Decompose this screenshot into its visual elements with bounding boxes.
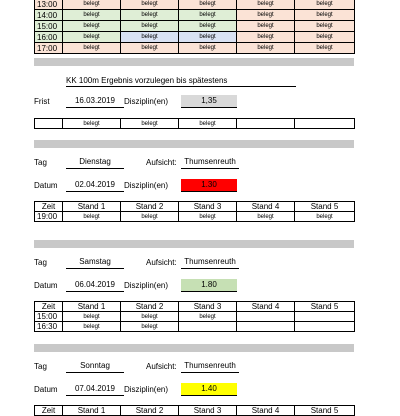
slot-cell: belegt — [121, 322, 179, 332]
stand-header: Stand 2 — [121, 302, 179, 312]
disziplin-value: 1.30 — [181, 179, 237, 192]
slot-cell: belegt — [237, 0, 295, 10]
stand-header: Stand 5 — [295, 406, 355, 416]
session-table — [34, 405, 355, 416]
table-row — [35, 119, 355, 129]
slot-cell: belegt — [63, 0, 121, 10]
disziplin-value: 1.40 — [181, 383, 237, 396]
slot-cell: belegt — [295, 10, 355, 21]
stand-header: Stand 4 — [237, 302, 295, 312]
header-row — [35, 406, 355, 416]
slot-cell — [179, 322, 237, 332]
time-cell: 15:00 — [35, 21, 63, 32]
frist-label: Frist — [34, 97, 50, 106]
table-row — [35, 322, 355, 332]
stand-header: Stand 1 — [63, 202, 121, 212]
slot-cell: belegt — [179, 0, 237, 10]
top-schedule-table — [34, 0, 355, 54]
header-row — [35, 302, 355, 312]
tag-label: Tag — [34, 362, 47, 371]
slot-cell: belegt — [121, 43, 179, 54]
slot-cell: belegt — [179, 10, 237, 21]
slot-cell: belegt — [121, 32, 179, 43]
kk-disziplin-label: Disziplin(en) — [124, 97, 169, 106]
slot-cell: belegt — [179, 43, 237, 54]
aufsicht-label: Aufsicht: — [146, 258, 177, 267]
time-cell: 16:30 — [35, 322, 63, 332]
slot-cell: belegt — [237, 10, 295, 21]
zeit-header: Zeit — [35, 202, 63, 212]
disziplin-label: Disziplin(en) — [124, 181, 169, 190]
slot-cell: belegt — [121, 212, 179, 222]
slot-cell: belegt — [121, 21, 179, 32]
slot-cell: belegt — [295, 32, 355, 43]
tag-value: Samstag — [66, 256, 124, 269]
slot-cell: belegt — [63, 32, 121, 43]
slot-cell: belegt — [237, 21, 295, 32]
slot-cell — [295, 312, 355, 322]
frist-date: 16.03.2019 — [66, 95, 124, 108]
datum-label: Datum — [34, 385, 58, 394]
disziplin-label: Disziplin(en) — [124, 281, 169, 290]
session-table — [34, 301, 355, 332]
stand-header: Stand 2 — [121, 202, 179, 212]
stand-header: Stand 5 — [295, 202, 355, 212]
stand-header: Stand 2 — [121, 406, 179, 416]
section-divider — [34, 140, 354, 148]
slot-cell: belegt — [63, 43, 121, 54]
tag-label: Tag — [34, 258, 47, 267]
slot-cell: belegt — [295, 212, 355, 222]
slot-cell: belegt — [121, 119, 179, 129]
table-row — [35, 312, 355, 322]
zeit-header: Zeit — [35, 302, 63, 312]
aufsicht-value: Thumsenreuth — [181, 156, 239, 169]
datum-value: 06.04.2019 — [66, 279, 124, 292]
stand-header: Stand 1 — [63, 302, 121, 312]
stand-header: Stand 4 — [237, 202, 295, 212]
section-divider-kk — [34, 58, 354, 66]
aufsicht-label: Aufsicht: — [146, 362, 177, 371]
stand-header: Stand 3 — [179, 302, 237, 312]
time-cell: 17:00 — [35, 43, 63, 54]
slot-cell: belegt — [295, 0, 355, 10]
kk-disziplin-value: 1,35 — [181, 95, 237, 108]
slot-cell: belegt — [179, 32, 237, 43]
stand-header: Stand 4 — [237, 406, 295, 416]
aufsicht-label: Aufsicht: — [146, 158, 177, 167]
slot-cell — [237, 322, 295, 332]
time-cell: 15:00 — [35, 312, 63, 322]
disziplin-label: Disziplin(en) — [124, 385, 169, 394]
header-row — [35, 202, 355, 212]
table-row — [35, 32, 355, 43]
slot-cell: belegt — [295, 21, 355, 32]
session-table — [34, 201, 355, 222]
slot-cell: belegt — [63, 312, 121, 322]
datum-label: Datum — [34, 281, 58, 290]
table-row — [35, 43, 355, 54]
slot-cell — [237, 312, 295, 322]
tag-value: Dienstag — [66, 156, 124, 169]
slot-cell: belegt — [237, 32, 295, 43]
slot-cell: belegt — [63, 10, 121, 21]
datum-value: 07.04.2019 — [66, 383, 124, 396]
aufsicht-value: Thumsenreuth — [181, 360, 239, 373]
slot-cell: belegt — [63, 21, 121, 32]
slot-cell: belegt — [63, 119, 121, 129]
slot-cell: belegt — [63, 212, 121, 222]
time-cell: 16:00 — [35, 32, 63, 43]
datum-value: 02.04.2019 — [66, 179, 124, 192]
tag-label: Tag — [34, 158, 47, 167]
table-row — [35, 10, 355, 21]
slot-cell: belegt — [237, 212, 295, 222]
stand-header: Stand 3 — [179, 406, 237, 416]
kk-title: KK 100m Ergebnis vorzulegen bis spätestens — [66, 76, 296, 87]
slot-cell — [295, 322, 355, 332]
table-row — [35, 212, 355, 222]
slot-cell: belegt — [63, 322, 121, 332]
stand-header: Stand 5 — [295, 302, 355, 312]
slot-cell: belegt — [121, 312, 179, 322]
slot-cell: belegt — [237, 43, 295, 54]
stand-header: Stand 1 — [63, 406, 121, 416]
time-cell — [35, 119, 63, 129]
slot-cell: belegt — [179, 312, 237, 322]
disziplin-value: 1.80 — [181, 279, 237, 292]
tag-value: Sonntag — [66, 360, 124, 373]
slot-cell — [237, 119, 295, 129]
datum-label: Datum — [34, 181, 58, 190]
stand-header: Stand 3 — [179, 202, 237, 212]
slot-cell: belegt — [295, 43, 355, 54]
time-cell: 19:00 — [35, 212, 63, 222]
slot-cell: belegt — [179, 21, 237, 32]
aufsicht-value: Thumsenreuth — [181, 256, 239, 269]
kk-table — [34, 118, 355, 129]
time-cell: 14:00 — [35, 10, 63, 21]
slot-cell: belegt — [179, 119, 237, 129]
table-row — [35, 0, 355, 10]
slot-cell: belegt — [179, 212, 237, 222]
slot-cell: belegt — [121, 10, 179, 21]
slot-cell — [295, 119, 355, 129]
section-divider — [34, 240, 354, 248]
slot-cell: belegt — [121, 0, 179, 10]
section-divider — [34, 344, 354, 352]
time-cell: 13:00 — [35, 0, 63, 10]
table-row — [35, 21, 355, 32]
zeit-header: Zeit — [35, 406, 63, 416]
